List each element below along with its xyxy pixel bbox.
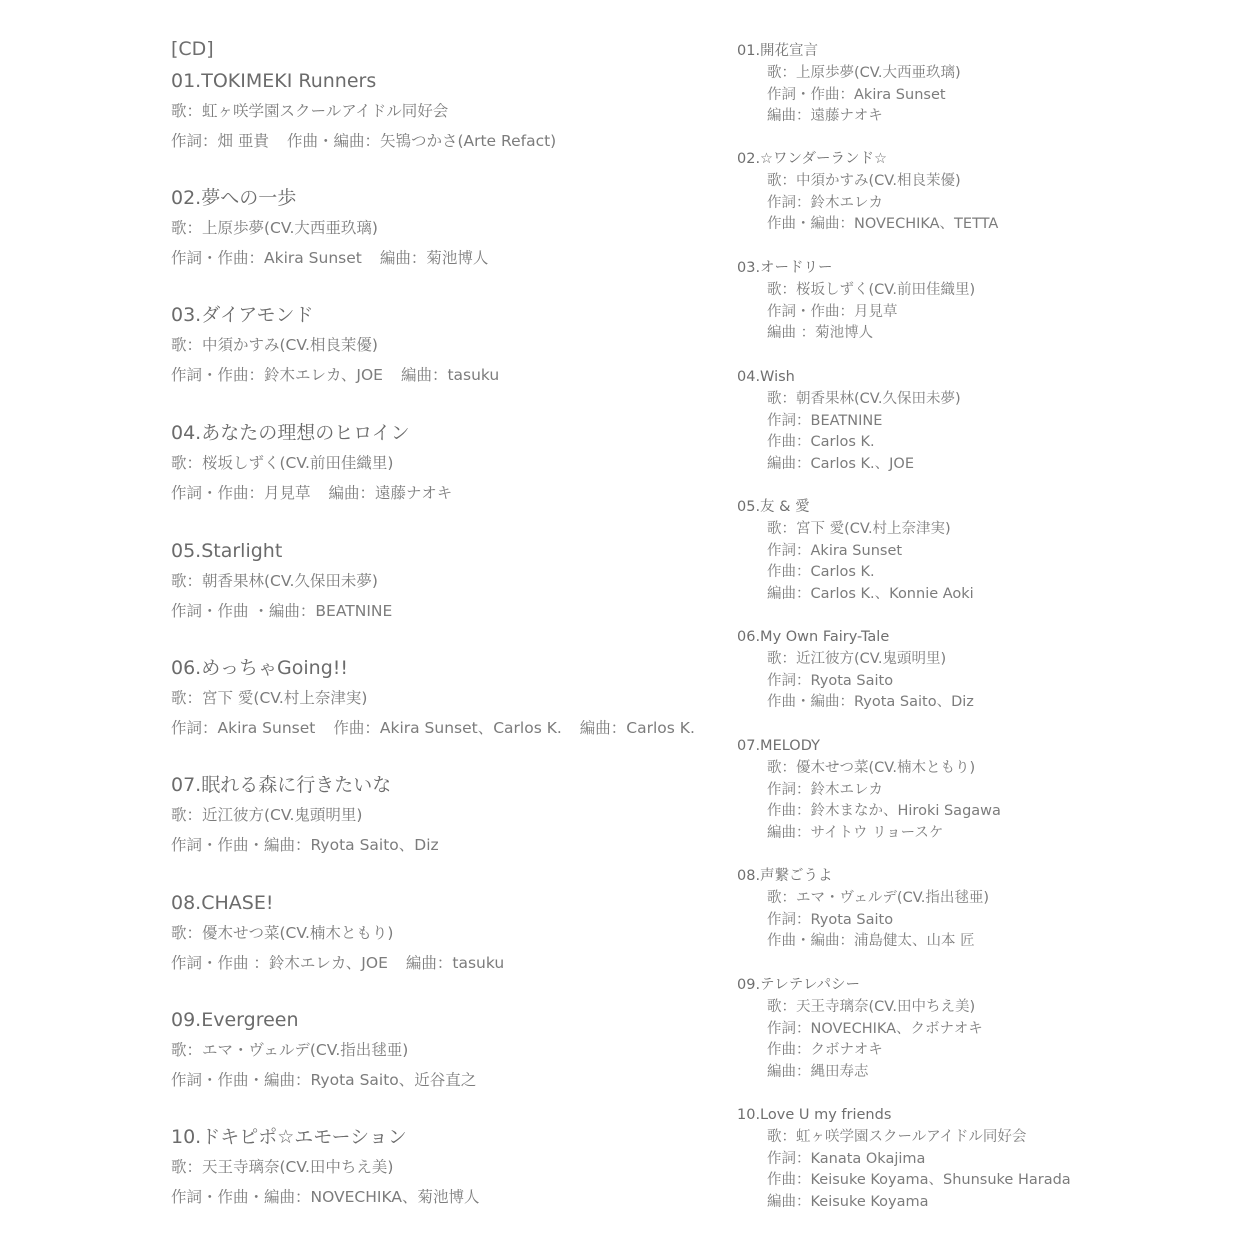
track-singer: 歌：桜坂しずく(CV.前田佳織里) <box>767 281 976 298</box>
cd-label: [CD] <box>171 38 214 60</box>
track-credit: 作曲：鈴木まなか、Hiroki Sagawa <box>767 803 1001 820</box>
track-item <box>171 183 506 273</box>
track-item <box>171 66 574 156</box>
credit-text: 作曲・編曲：矢鴇つかさ(Arte Refact) <box>286 132 557 150</box>
track-credit: 作曲・編曲：浦島健太、山本 匠 <box>767 933 975 950</box>
track-title: 04.Wish <box>737 369 795 385</box>
track-singer: 歌：宮下 愛(CV.村上奈津実) <box>171 689 368 707</box>
track-credits <box>171 948 522 978</box>
track-item <box>737 149 998 236</box>
track-credit: 作詞：NOVECHIKA、クボナオキ <box>767 1020 983 1037</box>
track-credit: 編曲：サイトウ リョースケ <box>767 825 944 842</box>
track-credits <box>171 478 470 508</box>
track-item <box>171 1005 494 1095</box>
track-credits <box>171 1065 494 1095</box>
track-item <box>737 866 989 953</box>
credit-text: 編曲：tasuku <box>400 366 500 384</box>
track-title: 01.開花宣言 <box>737 43 819 59</box>
track-title: 03.ダイアモンド <box>171 304 314 326</box>
track-singer: 歌：優木せつ菜(CV.楠木ともり) <box>767 759 976 776</box>
track-credit: 作詞：Ryota Saito <box>767 672 894 689</box>
track-credits <box>171 243 506 273</box>
track-item <box>171 888 522 978</box>
track-item <box>171 770 457 860</box>
track-credit: 作詞：Kanata Okajima <box>767 1150 926 1167</box>
track-title: 06.My Own Fairy-Tale <box>737 629 890 645</box>
track-title: 01.TOKIMEKI Runners <box>171 70 377 92</box>
track-singer: 歌：天王寺璃奈(CV.田中ちえ美) <box>171 1158 394 1176</box>
credit-text: 作詞・作曲 ：鈴木エレカ、JOE <box>171 954 388 972</box>
track-item <box>737 497 974 606</box>
track-singer: 歌：上原歩夢(CV.大西亜玖璃) <box>767 64 961 81</box>
track-item <box>171 536 410 626</box>
track-title: 02.☆ワンダーランド☆ <box>737 151 887 167</box>
track-title: 10.ドキピポ☆エモーション <box>171 1126 407 1148</box>
track-singer: 歌：朝香果林(CV.久保田未夢) <box>767 390 961 407</box>
track-title: 05.Starlight <box>171 540 283 562</box>
track-title: 04.あなたの理想のヒロイン <box>171 422 410 444</box>
track-credit: 作詞・作曲：月見草 <box>767 303 898 320</box>
track-singer: 歌：上原歩夢(CV.大西亜玖璃) <box>171 219 378 237</box>
track-credit: 作詞・作曲：Akira Sunset <box>767 86 946 103</box>
track-item <box>737 41 961 128</box>
track-singer: 歌：中須かすみ(CV.相良茉優) <box>767 172 961 189</box>
credit-text: 作詞・作曲 ・編曲：BEATNINE <box>171 602 393 620</box>
track-singer: 歌：桜坂しずく(CV.前田佳織里) <box>171 454 394 472</box>
track-title: 10.Love U my friends <box>737 1107 892 1123</box>
track-credit: 作曲・編曲：NOVECHIKA、TETTA <box>767 216 999 233</box>
track-credits <box>171 830 457 860</box>
track-singer: 歌：近江彼方(CV.鬼頭明里) <box>171 806 363 824</box>
track-credit: 編曲：Carlos K.、JOE <box>767 456 915 473</box>
track-credit: 作詞：BEATNINE <box>767 412 883 429</box>
track-singer: 歌：優木せつ菜(CV.楠木ともり) <box>171 924 394 942</box>
track-singer: 歌：宮下 愛(CV.村上奈津実) <box>767 520 951 537</box>
track-singer: 歌：エマ・ヴェルデ(CV.指出毬亜) <box>171 1041 409 1059</box>
track-title: 08.声繋ごうよ <box>737 868 833 884</box>
track-credit: 編曲：Carlos K.、Konnie Aoki <box>767 586 974 603</box>
track-title: 05.友 & 愛 <box>737 499 810 515</box>
credit-text: 作詞：Akira Sunset <box>171 719 316 737</box>
track-item <box>737 627 974 714</box>
track-item <box>171 1122 497 1212</box>
credit-text: 作詞・作曲・編曲：NOVECHIKA、菊池博人 <box>171 1188 480 1206</box>
track-singer: 歌：近江彼方(CV.鬼頭明里) <box>767 650 947 667</box>
track-credit: 作詞：鈴木エレカ <box>767 781 883 798</box>
credit-text: 編曲：tasuku <box>405 954 505 972</box>
track-title: 09.Evergreen <box>171 1009 299 1031</box>
track-item <box>737 736 1001 845</box>
track-credit: 作曲・編曲：Ryota Saito、Diz <box>767 694 974 711</box>
track-credits <box>171 1182 497 1212</box>
track-item <box>737 367 961 476</box>
track-singer: 歌：エマ・ヴェルデ(CV.指出毬亜) <box>767 889 990 906</box>
credit-text: 編曲：菊池博人 <box>379 249 489 267</box>
track-credit: 作曲：Carlos K. <box>767 434 875 451</box>
track-item <box>737 258 975 345</box>
track-credit: 編曲：縄田寿志 <box>767 1064 869 1081</box>
credit-text: 作曲：Akira Sunset、Carlos K. <box>333 719 562 737</box>
credit-text: 作詞・作曲：鈴木エレカ、JOE <box>171 366 383 384</box>
track-credit: 作曲：クボナオキ <box>767 1042 883 1059</box>
track-credit: 作曲：Keisuke Koyama、Shunsuke Harada <box>767 1172 1071 1189</box>
track-credit: 編曲：遠藤ナオキ <box>767 108 883 125</box>
track-item <box>737 975 983 1084</box>
track-credits <box>171 360 517 390</box>
credit-text: 作詞・作曲・編曲：Ryota Saito、Diz <box>171 836 439 854</box>
track-item <box>737 1105 1071 1214</box>
track-item <box>171 653 713 743</box>
track-credit: 作詞：Akira Sunset <box>767 542 903 559</box>
track-credit: 編曲 ：菊池博人 <box>767 325 874 342</box>
track-title: 09.テレテレパシー <box>737 977 860 993</box>
track-title: 07.MELODY <box>737 738 820 754</box>
track-title: 08.CHASE! <box>171 892 274 914</box>
track-singer: 歌：虹ヶ咲学園スクールアイドル同好会 <box>767 1128 1027 1145</box>
track-credit: 作詞：鈴木エレカ <box>767 194 883 211</box>
track-credits <box>171 126 574 156</box>
track-item <box>171 300 517 390</box>
track-singer: 歌：虹ヶ咲学園スクールアイドル同好会 <box>171 102 449 120</box>
credit-text: 作詞・作曲：月見草 <box>171 484 311 502</box>
track-singer: 歌：天王寺璃奈(CV.田中ちえ美) <box>767 998 976 1015</box>
credit-text: 作詞・作曲・編曲：Ryota Saito、近谷直之 <box>171 1071 477 1089</box>
track-title: 02.夢への一歩 <box>171 187 297 209</box>
credit-text: 作詞・作曲：Akira Sunset <box>171 249 362 267</box>
credit-text: 編曲：Carlos K. <box>579 719 695 737</box>
credit-text: 作詞：畑 亜貴 <box>171 132 269 150</box>
track-singer: 歌：中須かすみ(CV.相良茉優) <box>171 336 378 354</box>
track-item <box>171 418 470 508</box>
track-credits <box>171 596 410 626</box>
track-credit: 作詞：Ryota Saito <box>767 911 894 928</box>
track-credits <box>171 713 713 743</box>
track-title: 03.オードリー <box>737 260 833 276</box>
track-title: 07.眠れる森に行きたいな <box>171 774 392 796</box>
track-credit: 作曲：Carlos K. <box>767 564 875 581</box>
track-singer: 歌：朝香果林(CV.久保田未夢) <box>171 572 378 590</box>
track-credit: 編曲：Keisuke Koyama <box>767 1194 929 1211</box>
track-title: 06.めっちゃGoing!! <box>171 657 348 679</box>
credit-text: 編曲：遠藤ナオキ <box>328 484 453 502</box>
